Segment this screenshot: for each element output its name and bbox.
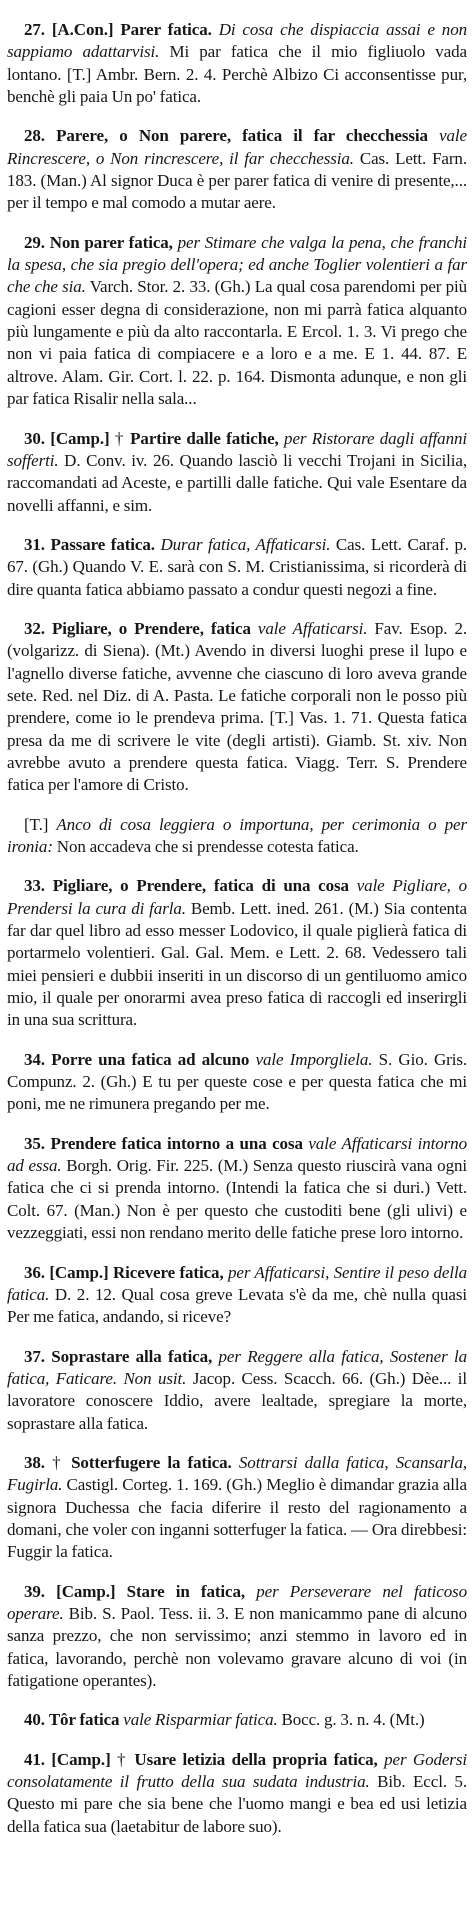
entry-citation: Cas. Lett. Caraf. p. 67. (Gh.) Quando V. E. sarà con S. M. Cristianissima, si ricorderà di dire quanta fatica abbiamo passato a condur questi negozi a fine. [7, 534, 467, 599]
entry-lemma: Tôr fatica [48, 1710, 120, 1730]
entry-number: 31. [24, 534, 45, 554]
source-tag: [Camp.] [49, 1262, 109, 1282]
entry-citation: Cas. Lett. Farn. 183. (Man.) Al signor Duca è per parer fatica di venire di presente,... per il tempo e mal comodo a mutar aere. [7, 148, 467, 213]
entry-definition: Di cosa che dispiaccia assai e non sappiamo adattarvisi. [7, 20, 468, 62]
entry-definition: per Stimare che valga la pena, che franchi la spesa, che sia pregio dell'opera; ed anche Toglier volentieri a far che che sia. [7, 232, 467, 297]
entry-definition: per Affaticarsi, Sentire il peso della fatica. [7, 1262, 467, 1304]
entry-citation: Bemb. Lett. ined. 261. (M.) Sia contenta far dar quel libro ad esso messer Lodovico, il quale piglierà fatica di portarmelo volentieri. Gal. Gal. Mem. e Lett. 2. 68. Vedessero tali miei pensieri e dubbii inseriti in un discorso di un gentiluomo amico mio, il quale per onorarmi avea preso fatica di raccogli ed inserirgli in una sua scrittura. [7, 898, 467, 1030]
entry-number: 28. [24, 126, 45, 146]
entry-33 [7, 875, 467, 1031]
entry-citation: Varch. Stor. 2. 33. (Gh.) La qual cosa parendomi per più cagioni esser degna di considerazione, non mi parrà fatica alquanto più lungamente e più da alto raccontarla. E Ercol. 1. 3. Vi prego che non vi paia fatica di compiacere e a loro e a me. E 1. 44. 87. E altrove. Alam. Gir. Cort. l. 22. p. 164. Dismonta adunque, e non gli par fatica Risalir nella sala... [7, 277, 468, 409]
entry-citation: Castigl. Corteg. 1. 169. (Gh.) Meglio è dimandar grazia alla signora Duchessa che facia diferire il resto del ragionamento a domani, che voler con inganni sotterfuger la fatica. — Ora direbbesi: Fuggir la fatica. [7, 1475, 467, 1562]
entry-39 [7, 1581, 467, 1693]
entry-29 [7, 232, 467, 411]
entry-41 [7, 1749, 467, 1838]
entry-definition: Sottrarsi dalla fatica, Scansarla, Fugirla. [7, 1452, 467, 1495]
entry-definition: per Perseverare nel faticoso operare. [7, 1581, 468, 1623]
entry-definition: per Ristorare dagli affanni sofferti. [7, 428, 468, 470]
entry-number: 34. [24, 1049, 45, 1069]
entry-citation: D. Conv. iv. 26. Quando lasciò li vecchi Trojani in Sicilia, raccomandati ad Aceste, e partilli dalle fatiche. Qui vale Esentare da novelli affanni, e sim. [7, 450, 467, 515]
entry-31 [7, 534, 467, 601]
entry-lemma: Prendere fatica intorno a una cosa [50, 1133, 303, 1153]
dagger-mark: † [52, 1452, 64, 1472]
entry-32-note [7, 814, 467, 859]
entry-number: 39. [24, 1581, 45, 1601]
entry-lemma: Pigliare, o Prendere, fatica di una cosa [52, 876, 349, 896]
entry-citation: Bib. Eccl. 5. Questo mi pare che sia bene che l'uomo mangi e bea ed usi letizia della fatica sua (laetabitur de labore suo). [7, 1772, 467, 1836]
entry-definition: Anco di cosa leggiera o importuna, per cerimonia o per ironia: [7, 814, 467, 856]
entry-number: 30. [24, 428, 45, 448]
entry-definition: vale Affaticarsi intorno ad essa. [7, 1133, 467, 1176]
source-tag: [Camp.] [51, 1749, 111, 1769]
entry-lemma: Sotterfugere la fatica. [71, 1452, 232, 1472]
entry-38 [7, 1452, 467, 1564]
entry-definition: per Godersi consolatamente il frutto della sua sudata industria. [7, 1749, 467, 1792]
entry-lemma: Non parer fatica, [49, 232, 173, 252]
entry-lemma: Parere, o Non parere, fatica il far checchessia [56, 126, 428, 146]
source-tag: [Camp.] [56, 1581, 116, 1601]
entry-lemma: Parer fatica. [120, 20, 212, 39]
entry-citation: Bocc. g. 3. n. 4. (Mt.) [281, 1710, 425, 1730]
entry-lemma: Usare letizia della propria fatica, [134, 1749, 378, 1769]
entry-number: 40. [24, 1710, 45, 1730]
entry-citation: Jacop. Cess. Scacch. 66. (Gh.) Dèe... il lavoratore conoscere Iddio, avere lealtade, spregiare la morte, soprastare alla fatica. [7, 1368, 467, 1433]
entry-citation: Non accadeva che si prendesse cotesta fatica. [56, 837, 359, 856]
entry-37 [7, 1346, 467, 1435]
entry-citation: Borgh. Orig. Fir. 225. (M.) Senza questo riuscirà vana ogni fatica che ci si prenda intorno. (Intendi la fatica che si duri.) Vett. Colt. 67. (Man.) Non è per questo che custoditi bene (gli ulivi) e vezzeggiati, essi non rendano merito delle fatiche prese loro intorno. [7, 1156, 468, 1243]
source-tag: [A.Con.] [51, 20, 114, 39]
entry-definition: per Reggere alla fatica, Sostener la fatica, Faticare. Non usit. [7, 1346, 467, 1388]
source-tag: [T.] [24, 814, 49, 834]
entry-30 [7, 428, 467, 517]
entry-34 [7, 1049, 467, 1116]
entry-lemma: Porre una fatica ad alcuno [51, 1049, 250, 1069]
entry-citation: Mi par fatica che il mio figliuolo vada lontano. [T.] Ambr. Bern. 2. 4. Perchè Albizo Ci acconsentisse pur, benchè gli paia Un po' fatica. [7, 42, 467, 107]
entry-32 [7, 618, 467, 797]
entry-citation: D. 2. 12. Qual cosa greve Levata s'è da me, chè nulla quasi Per me fatica, andando, si riceve? [7, 1284, 467, 1327]
entry-number: 27. [24, 20, 45, 39]
entry-lemma: Partire dalle fatiche, [130, 428, 279, 448]
entry-number: 37. [24, 1346, 45, 1366]
entry-lemma: Pigliare, o Prendere, fatica [51, 618, 251, 638]
entry-27 [7, 19, 467, 108]
entry-lemma: Soprastare alla fatica, [51, 1346, 213, 1366]
entry-definition: vale Risparmiar fatica. [123, 1710, 278, 1730]
entry-number: 38. [24, 1452, 45, 1472]
entry-35 [7, 1133, 467, 1245]
dagger-mark: † [117, 1749, 128, 1769]
entry-number: 29. [24, 232, 45, 252]
entry-number: 32. [24, 618, 45, 638]
entry-definition: vale Imporgliela. [255, 1049, 373, 1069]
entry-36 [7, 1262, 467, 1329]
entry-number: 35. [24, 1133, 45, 1153]
entry-definition: vale Pigliare, o Prendersi la cura di farla. [7, 876, 467, 918]
entry-definition: Durar fatica, Affaticarsi. [160, 534, 331, 554]
entry-number: 33. [24, 876, 45, 896]
entry-lemma: Stare in fatica, [126, 1581, 246, 1601]
entry-citation: Fav. Esop. 2. (volgarizz. di Siena). (Mt.) Avendo in diversi luoghi prese il lupo e l'agnello diverse fatiche, avvenne che ciascuno di loro aveva grande sete. Red. nel Diz. di A. Pasta. Le fatiche corporali non le posso più prendere, come io le prendeva prima. [T.] Vas. 1. 71. Questa fatica presa da me di scrivere le vite (degli artisti). Giamb. St. xiv. Non avrebbe avuto a prendere questa fatica. Viagg. Terr. S. Prendere fatica per l'amore di Cristo. [7, 618, 468, 795]
entry-40 [7, 1709, 467, 1731]
entry-number: 36. [24, 1262, 45, 1282]
entry-lemma: Ricevere fatica, [112, 1262, 224, 1282]
entry-definition: vale Rincrescere, o Non rincrescere, il far checchessia. [7, 126, 467, 168]
entry-number: 41. [24, 1749, 45, 1769]
entry-citation: S. Gio. Gris. Compunz. 2. (Gh.) E tu per queste cose e per questa fatica che mi poni, me ne rimunera pregando per me. [7, 1049, 468, 1114]
dagger-mark: † [114, 428, 125, 448]
entry-citation: Bib. S. Paol. Tess. ii. 3. E non manicammo pane di alcuno sanza prezzo, che non servissimo; anzi stemmo in lavoro ed in fatica, lavorando, perchè non volevamo gravare alcuno di voi (in fatigatione operantes). [7, 1603, 467, 1690]
entry-lemma: Passare fatica. [50, 534, 155, 554]
entry-28 [7, 125, 467, 214]
entry-definition: vale Affaticarsi. [257, 618, 368, 638]
source-tag: [Camp.] [50, 428, 110, 448]
